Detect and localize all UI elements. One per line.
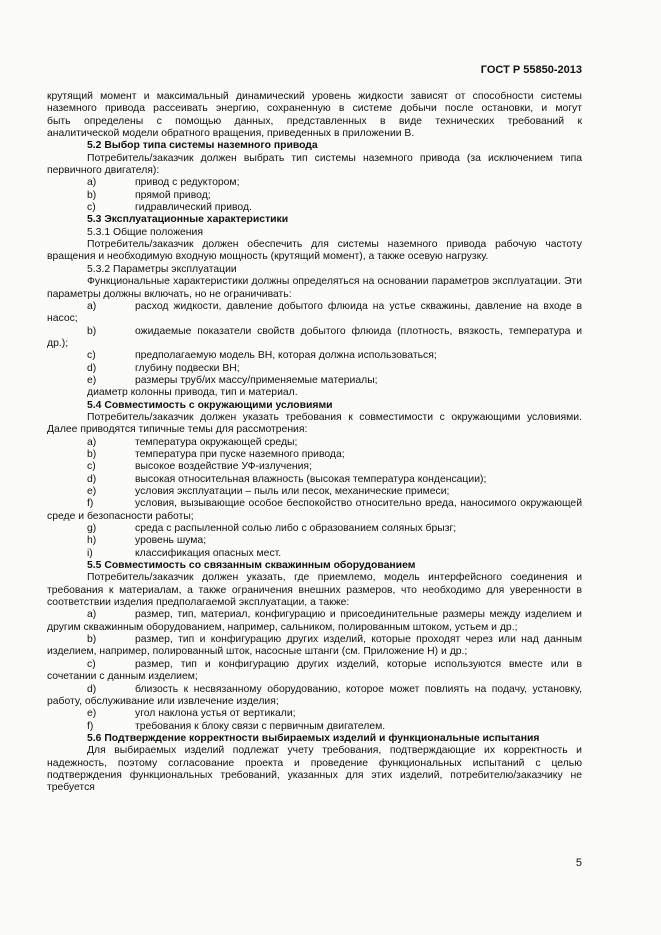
intro-line: крутящий момент и максимальный динамический уровень жидкости зависят от способности системы [47,91,582,102]
section-heading-5-4: 5.4 Совместимость с окружающими условиями [87,399,333,411]
section-text: Потребитель/заказчик должен обеспечить для системы наземного привода рабочую частоту вращения и необходимую входную мощность (крутящий момент), а также осевую нагрузку. [47,239,582,263]
subsection-title: 5.3.2 Параметры эксплуатации [87,263,237,275]
document-id-header: ГОСТ Р 55850-2013 [480,64,582,76]
list-item: b) температура при пуске наземного привода; [87,448,345,460]
list-item: a) привод с редуктором; [87,177,240,189]
list-item: c) высокое воздействие УФ-излучения; [87,461,312,473]
list-item: b) размер, тип и конфигурацию других изделий, которые проходят через или над данным изделием, например, полированный шток, насосные штанги (см. Приложение Н) и др.; [47,634,582,658]
list-item: c) размер, тип и конфигурацию других изделий, которые используются вместе или в сочетании с данным изделием; [47,658,582,683]
section-heading-5-6: 5.6 Подтверждение корректности выбираемых изделий и функциональные испытания [87,732,540,744]
list-item: e) размеры труб/их массу/применяемые материалы; [87,374,378,386]
list-item: c) гидравлический привод. [87,202,252,214]
list-item: a) размер, тип, материал, конфигурацию и присоединительные размеры между изделием и другим скважинным оборудованием, например, сальником, полированным штоком, устьем и др.; [47,609,582,633]
section-text: Потребитель/заказчик должен указать, где приемлемо, модель интерфейсного соединения и требования к материалам, а также ограничения внешних размеров, что необходимо для уверенности в соответствии изделия предполагаемой эксплуатации, а также: [47,572,582,609]
list-item: i) классификация опасных мест. [87,547,282,559]
list-item: d) близость к несвязанному оборудованию, которое может повлиять на подачу, установку, работу, обслуживание или извлечение изделия; [47,683,582,707]
list-item: f) требования к блоку связи с первичным двигателем. [87,720,386,732]
document-body [47,91,582,795]
section-heading-5-2: 5.2 Выбор типа системы наземного привода [87,140,318,152]
subsection-title: 5.3.1 Общие положения [87,226,203,238]
list-item: c) предполагаемую модель ВН, которая должна использоваться; [87,350,437,362]
list-item: a) расход жидкости, давление добытого флюида на устье скважины, давление на входе в насос; [47,300,582,325]
list-item: g) среда с распыленной солью либо с образованием соляных брызг; [87,523,457,535]
list-item: e) угол наклона устья от вертикали; [87,708,296,720]
section-text: Функциональные характеристики должны определяться на основании параметров эксплуатации. Эти параметры должны включать, но не ограничивать: [47,276,582,300]
list-item: d) глубину подвески ВН; [87,362,240,374]
list-item: f) условия, вызывающие особое беспокойство относительно вреда, наносимого окружающей среде и безопасности работы; [47,498,582,522]
section-text: диаметр колонны привода, тип и материал. [87,387,298,399]
list-item: b) прямой привод; [87,189,211,201]
intro-line: аналитической модели обратного вращения, приведенных в приложении В. [47,128,415,140]
section-heading-5-3: 5.3 Эксплуатационные характеристики [87,214,289,226]
list-item: b) ожидаемые показатели свойств добытого флюида (плотность, вязкость, температура и др.); [47,325,582,349]
intro-line: быть определены с помощью данных, представленных в виде технических требований к [47,115,582,127]
intro-line: наземного привода рассеивать энергию, сохраненную в системе добычи после остановки, и могут [47,103,582,115]
list-item: h) уровень шума; [87,535,207,547]
section-text: Потребитель/заказчик должен указать требования к совместимости с окружающими условиями. Далее приводятся типичные темы для рассмотрения: [47,411,582,436]
section-heading-5-5: 5.5 Совместимость со связанным скважинным оборудованием [87,560,416,572]
section-text: Для выбираемых изделий подлежат учету требования, подтверждающие их корректность и надежность, поэтому согласование проекта и проведение функциональных испытаний с целью подтверждения функциональных требований, указанных для этих изделий, потребителю/заказчику не требуется [47,745,582,794]
section-text: Потребитель/заказчик должен выбрать тип системы наземного привода (за исключением типа первичного двигателя): [47,152,582,177]
list-item: e) условия эксплуатации – пыль или песок, механические примеси; [87,486,450,497]
page-number: 5 [575,857,582,869]
list-item: d) высокая относительная влажность (высокая температура конденсации); [87,473,487,485]
list-item: a) температура окружающей среды; [87,436,298,448]
